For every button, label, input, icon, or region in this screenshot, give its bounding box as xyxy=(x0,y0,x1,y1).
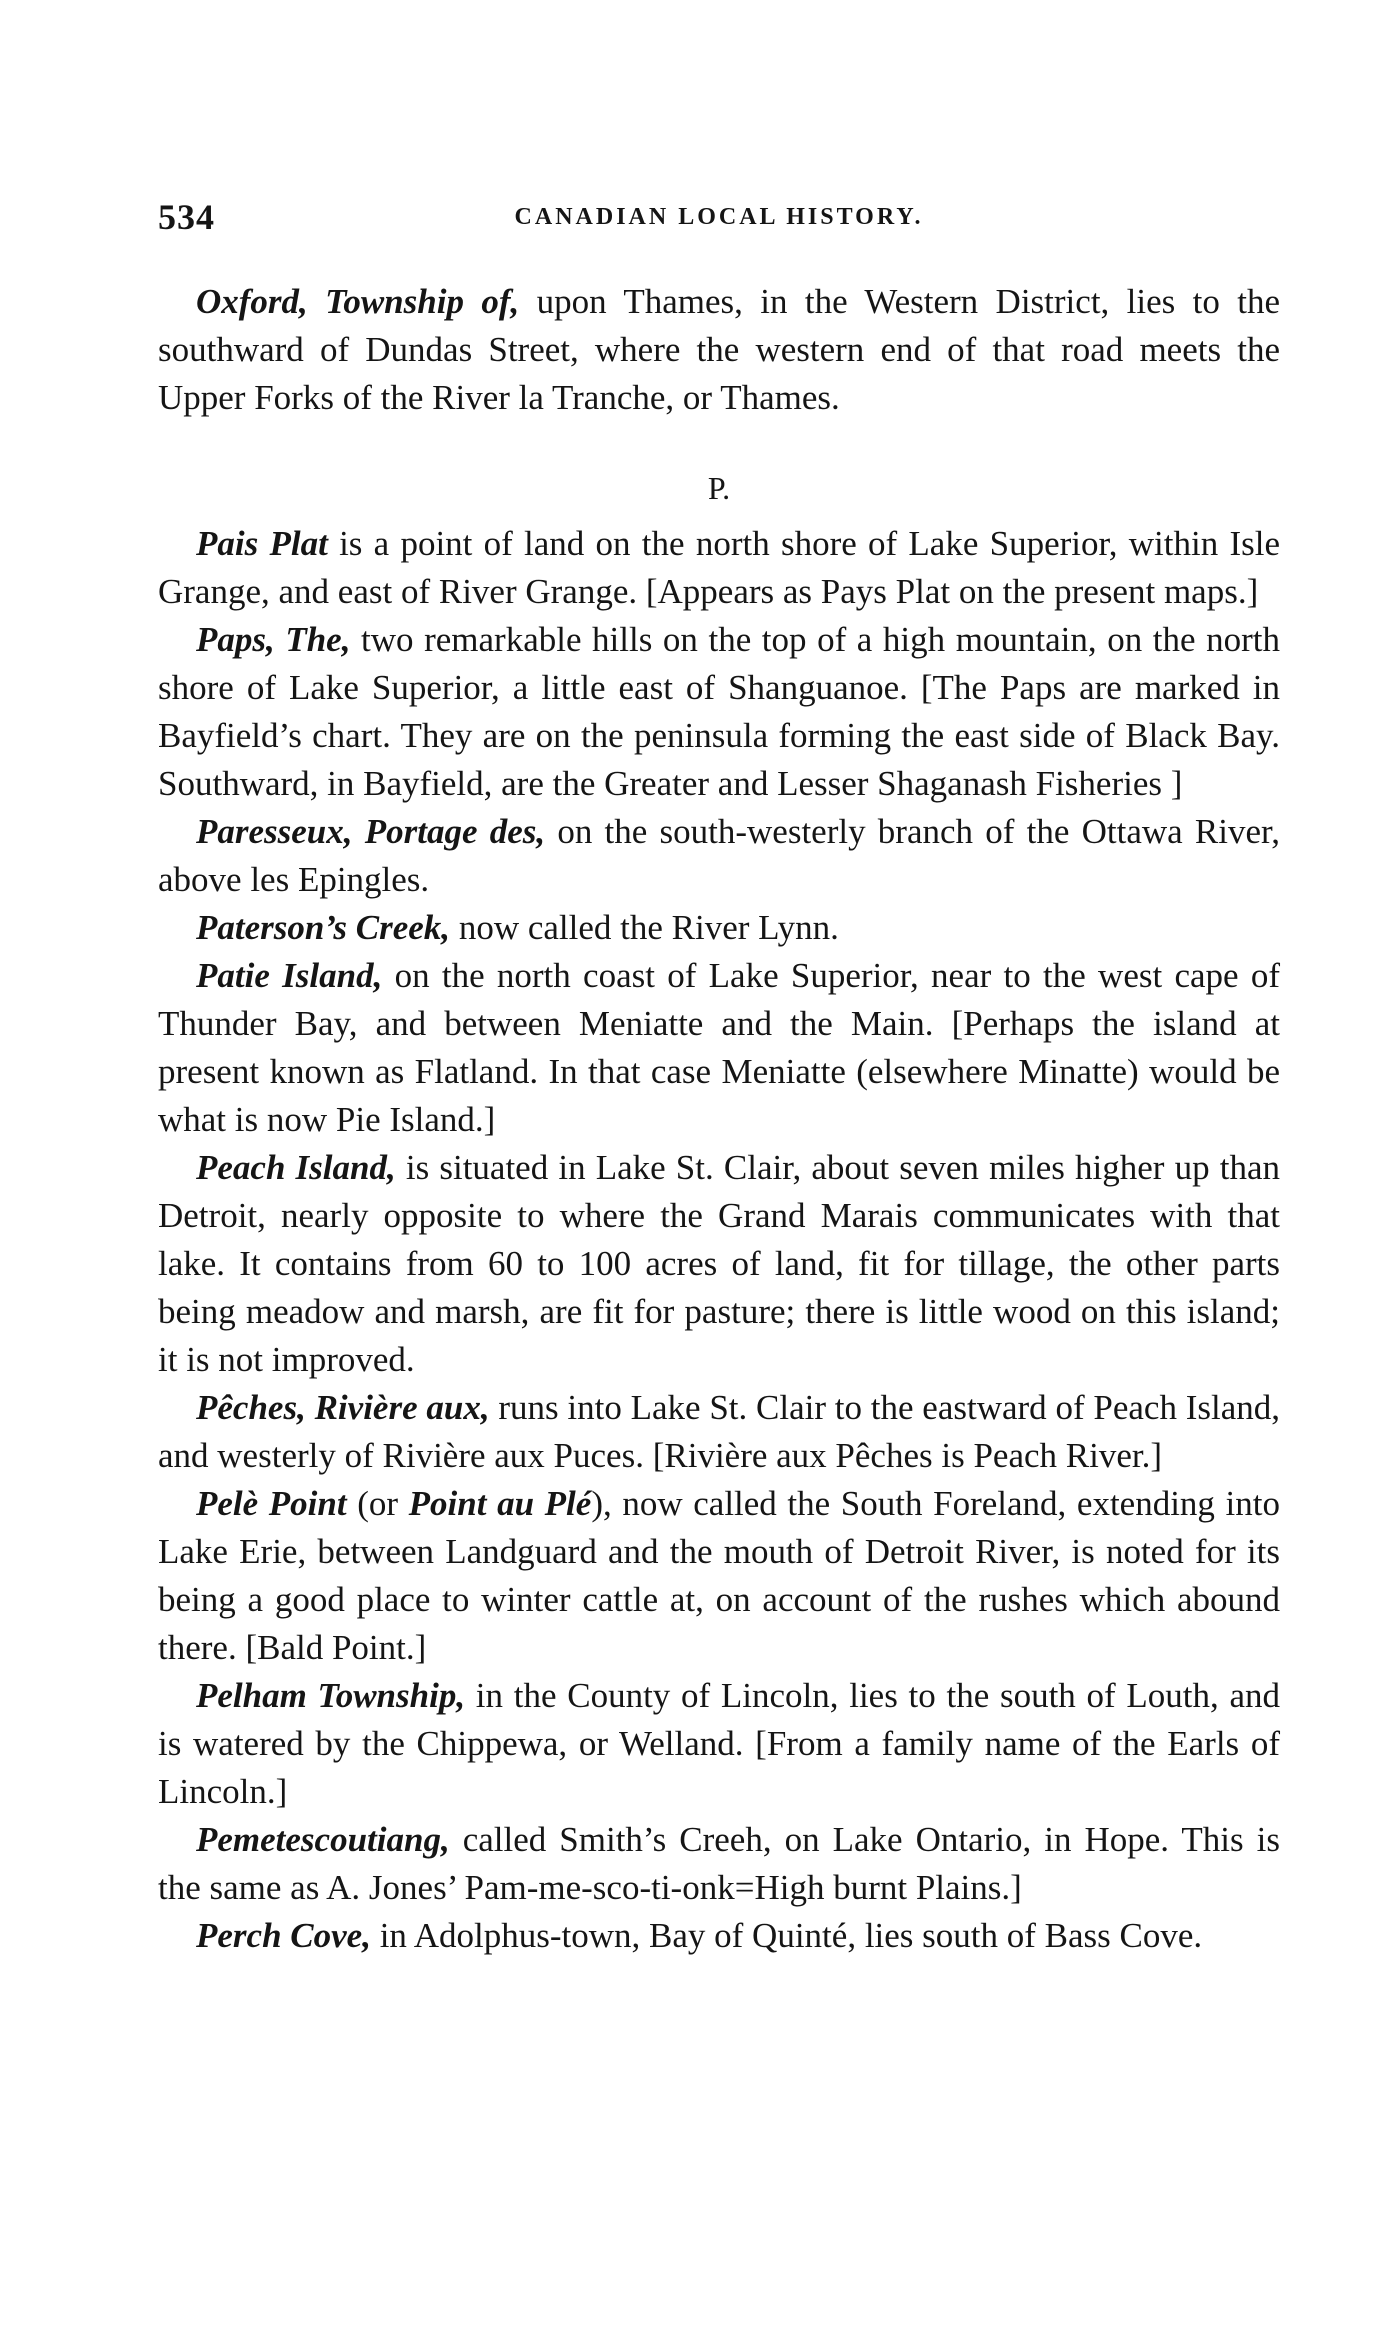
entry-patie-island xyxy=(158,952,1280,1144)
entry-term: Pais Plat xyxy=(196,524,328,563)
entry-text-cont: ), now called the South Foreland, extending into Lake Erie, between Landguard and the mouth of Detroit River, is noted for its being a good place to winter cattle at, on account of the rushes which abound there. [Bald Point.] xyxy=(158,1484,1280,1667)
entry-text: now called the River Lynn. xyxy=(450,908,839,947)
entry-term: Peach Island, xyxy=(196,1148,396,1187)
entry-pemetescoutiang xyxy=(158,1816,1280,1912)
entry-term: Oxford, Township of, xyxy=(196,282,520,321)
page-number: 534 xyxy=(158,197,215,237)
entry-text: in the County of Lincoln, lies to the south of Louth, and is watered by the Chippewa, or Welland. [From a family name of the Earls of Lincoln.] xyxy=(158,1676,1280,1811)
entry-text: called Smith’s Creeh, on Lake Ontario, in Hope. This is the same as A. Jones’ Pam-me-sco-ti-onk=High burnt Plains.] xyxy=(158,1820,1280,1907)
entry-paps xyxy=(158,616,1280,808)
entry-term: Pelham Township, xyxy=(196,1676,466,1715)
entry-term: Pêches, Rivière aux, xyxy=(196,1388,490,1427)
entry-paresseux xyxy=(158,808,1280,904)
document-page xyxy=(158,196,1280,1960)
entry-text: is situated in Lake St. Clair, about seven miles higher up than Detroit, nearly opposite to where the Grand Marais communicates with that lake. It contains from 60 to 100 acres of land, fit for tillage, the other parts being meadow and marsh, are fit for pasture; there is little wood on this island; it is not improved. xyxy=(158,1148,1280,1379)
entry-term: Pelè Point xyxy=(196,1484,347,1523)
entry-term: Patie Island, xyxy=(196,956,383,995)
entry-pele-point xyxy=(158,1480,1280,1672)
entry-term: Pemetescoutiang, xyxy=(196,1820,450,1859)
entry-text: on the south-westerly branch of the Ottawa River, above les Epingles. xyxy=(158,812,1280,899)
entry-term: Perch Cove, xyxy=(196,1916,371,1955)
entry-oxford xyxy=(158,278,1280,422)
entry-patersons-creek xyxy=(158,904,1280,952)
entry-pelham-township xyxy=(158,1672,1280,1816)
entry-perch-cove xyxy=(158,1912,1280,1960)
running-title: CANADIAN LOCAL HISTORY. xyxy=(514,204,924,230)
entry-term-alt: Point au Plé xyxy=(408,1484,592,1523)
entry-term: Paresseux, Portage des, xyxy=(196,812,546,851)
entry-term: Paterson’s Creek, xyxy=(196,908,451,947)
entry-peches xyxy=(158,1384,1280,1480)
section-letter: P. xyxy=(707,470,731,506)
entry-pais-plat xyxy=(158,520,1280,616)
entry-peach-island xyxy=(158,1144,1280,1384)
entry-text: upon Thames, in the Western District, lies to the southward of Dundas Street, where the western end of that road meets the Upper Forks of the River la Tranche, or Thames. xyxy=(158,282,1280,417)
running-head xyxy=(158,196,1280,244)
entry-text: on the north coast of Lake Superior, near to the west cape of Thunder Bay, and between Meniatte and the Main. [Perhaps the island at present known as Flatland. In that case Meniatte (elsewhere Minatte) would be what is now Pie Island.] xyxy=(158,956,1281,1139)
entry-text: in Adolphus-town, Bay of Quinté, lies south of Bass Cove. xyxy=(370,1916,1203,1955)
entry-text: two remarkable hills on the top of a high mountain, on the north shore of Lake Superior, a little east of Shanguanoe. [The Paps are marked in Bayfield’s chart. They are on the peninsula forming the east side of Black Bay. Southward, in Bayfield, are the Greater and Lesser Shaganash Fisheries ] xyxy=(158,620,1280,803)
entry-text: runs into Lake St. Clair to the eastward of Peach Island, and westerly of Rivière aux Puces. [Rivière aux Pêches is Peach River.] xyxy=(158,1388,1280,1475)
entry-text: is a point of land on the north shore of Lake Superior, within Isle Grange, and east of River Grange. [Appears as Pays Plat on the present maps.] xyxy=(158,524,1280,611)
entry-term: Paps, The, xyxy=(196,620,351,659)
entry-text: (or xyxy=(346,1484,409,1523)
